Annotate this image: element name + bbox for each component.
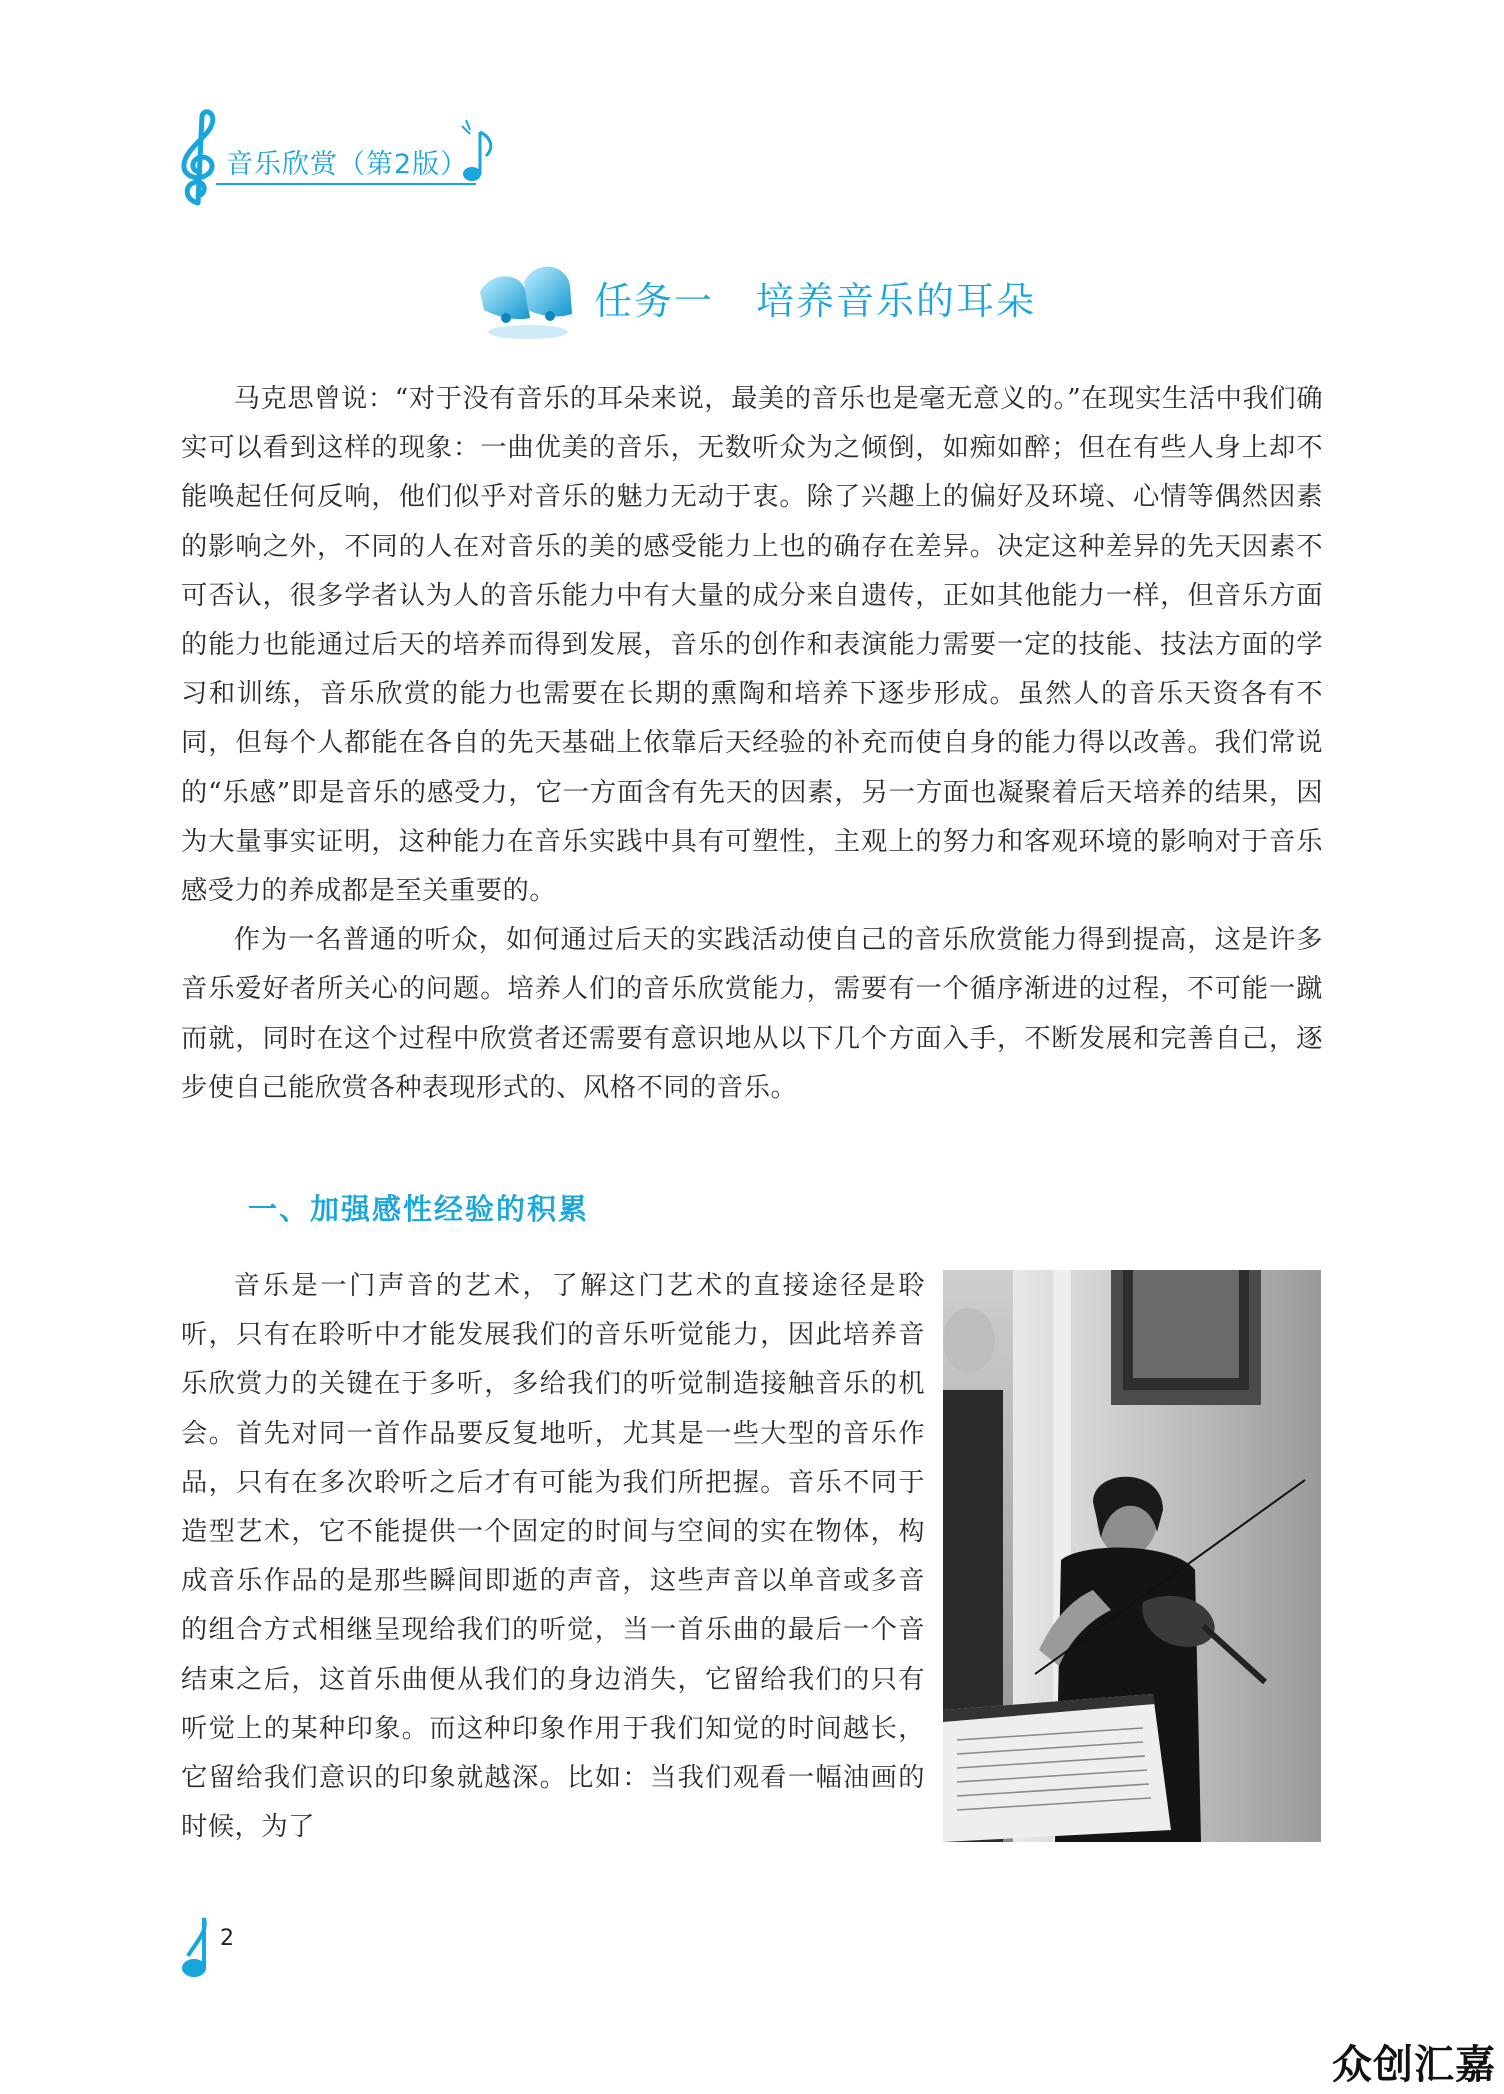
paragraph: 作为一名普通的听众，如何通过后天的实践活动使自己的音乐欣赏能力得到提高，这是许多音乐爱好者所关心的问题。培养人们的音乐欣赏能力，需要有一个循序渐进的过程，不可能一蹴而就，同时在这个过程中欣赏者还需要有意识地从以下几个方面入手，不断发展和完善自己，逐步使自己能欣赏各种表现形式的、风格不同的音乐。 [181,925,1323,1103]
task-name: 培养音乐的耳朵 [756,279,1037,323]
bells-icon [470,252,590,352]
page-number: 2 [220,1926,234,1951]
book-title: 音乐欣赏（第2版） [226,149,469,180]
violinist-photo [943,1270,1321,1842]
intro-text [181,375,1323,1113]
treble-clef-icon [184,112,213,203]
task-number: 任务一 [594,279,715,323]
running-header [176,108,516,208]
task-title [594,270,1036,325]
task-heading [470,252,1070,352]
section-heading: 一、加强感性经验的积累 [248,1192,590,1226]
section-text [181,1262,925,1852]
note-icon [178,1912,218,1982]
paragraph: 马克思曾说：“对于没有音乐的耳朵来说，最美的音乐也是毫无意义的。”在现实生活中我们确实可以看到这样的现象：一曲优美的音乐，无数听众为之倾倒，如痴如醉；但在有些人身上却不能唤起任何反响，他们似乎对音乐的魅力无动于衷。除了兴趣上的偏好及环境、心情等偶然因素的影响之外，不同的人在对音乐的美的感受能力上也的确存在差异。决定这种差异的先天因素不可否认，很多学者认为人的音乐能力中有大量的成分来自遗传，正如其他能力一样，但音乐方面的能力也能通过后天的培养而得到发展，音乐的创作和表演能力需要一定的技能、技法方面的学习和训练，音乐欣赏的能力也需要在长期的熏陶和培养下逐步形成。虽然人的音乐天资各有不同，但每个人都能在各自的先天基础上依靠后天经验的补充而使自身的能力得以改善。我们常说的“乐感”即是音乐的感受力，它一方面含有先天的因素，另一方面也凝聚着后天培养的结果，因为大量事实证明，这种能力在音乐实践中具有可塑性，主观上的努力和客观环境的影响对于音乐感受力的养成都是至关重要的。 [181,384,1323,907]
paragraph: 音乐是一门声音的艺术，了解这门艺术的直接途径是聆听，只有在聆听中才能发展我们的音乐听觉能力，因此培养音乐欣赏力的关键在于多听，多给我们的听觉制造接触音乐的机会。首先对同一首作品要反复地听，尤其是一些大型的音乐作品，只有在多次聆听之后才有可能为我们所把握。音乐不同于造型艺术，它不能提供一个固定的时间与空间的实在物体，构成音乐作品的是那些瞬间即逝的声音，这些声音以单音或多音的组合方式相继呈现给我们的听觉，当一首乐曲的最后一个音结束之后，这首乐曲便从我们的身边消失，它留给我们的只有听觉上的某种印象。而这种印象作用于我们知觉的时间越长，它留给我们意识的印象就越深。比如：当我们观看一幅油画的时候，为了 [181,1271,925,1843]
watermark: 众创汇嘉 [1332,2042,1496,2088]
